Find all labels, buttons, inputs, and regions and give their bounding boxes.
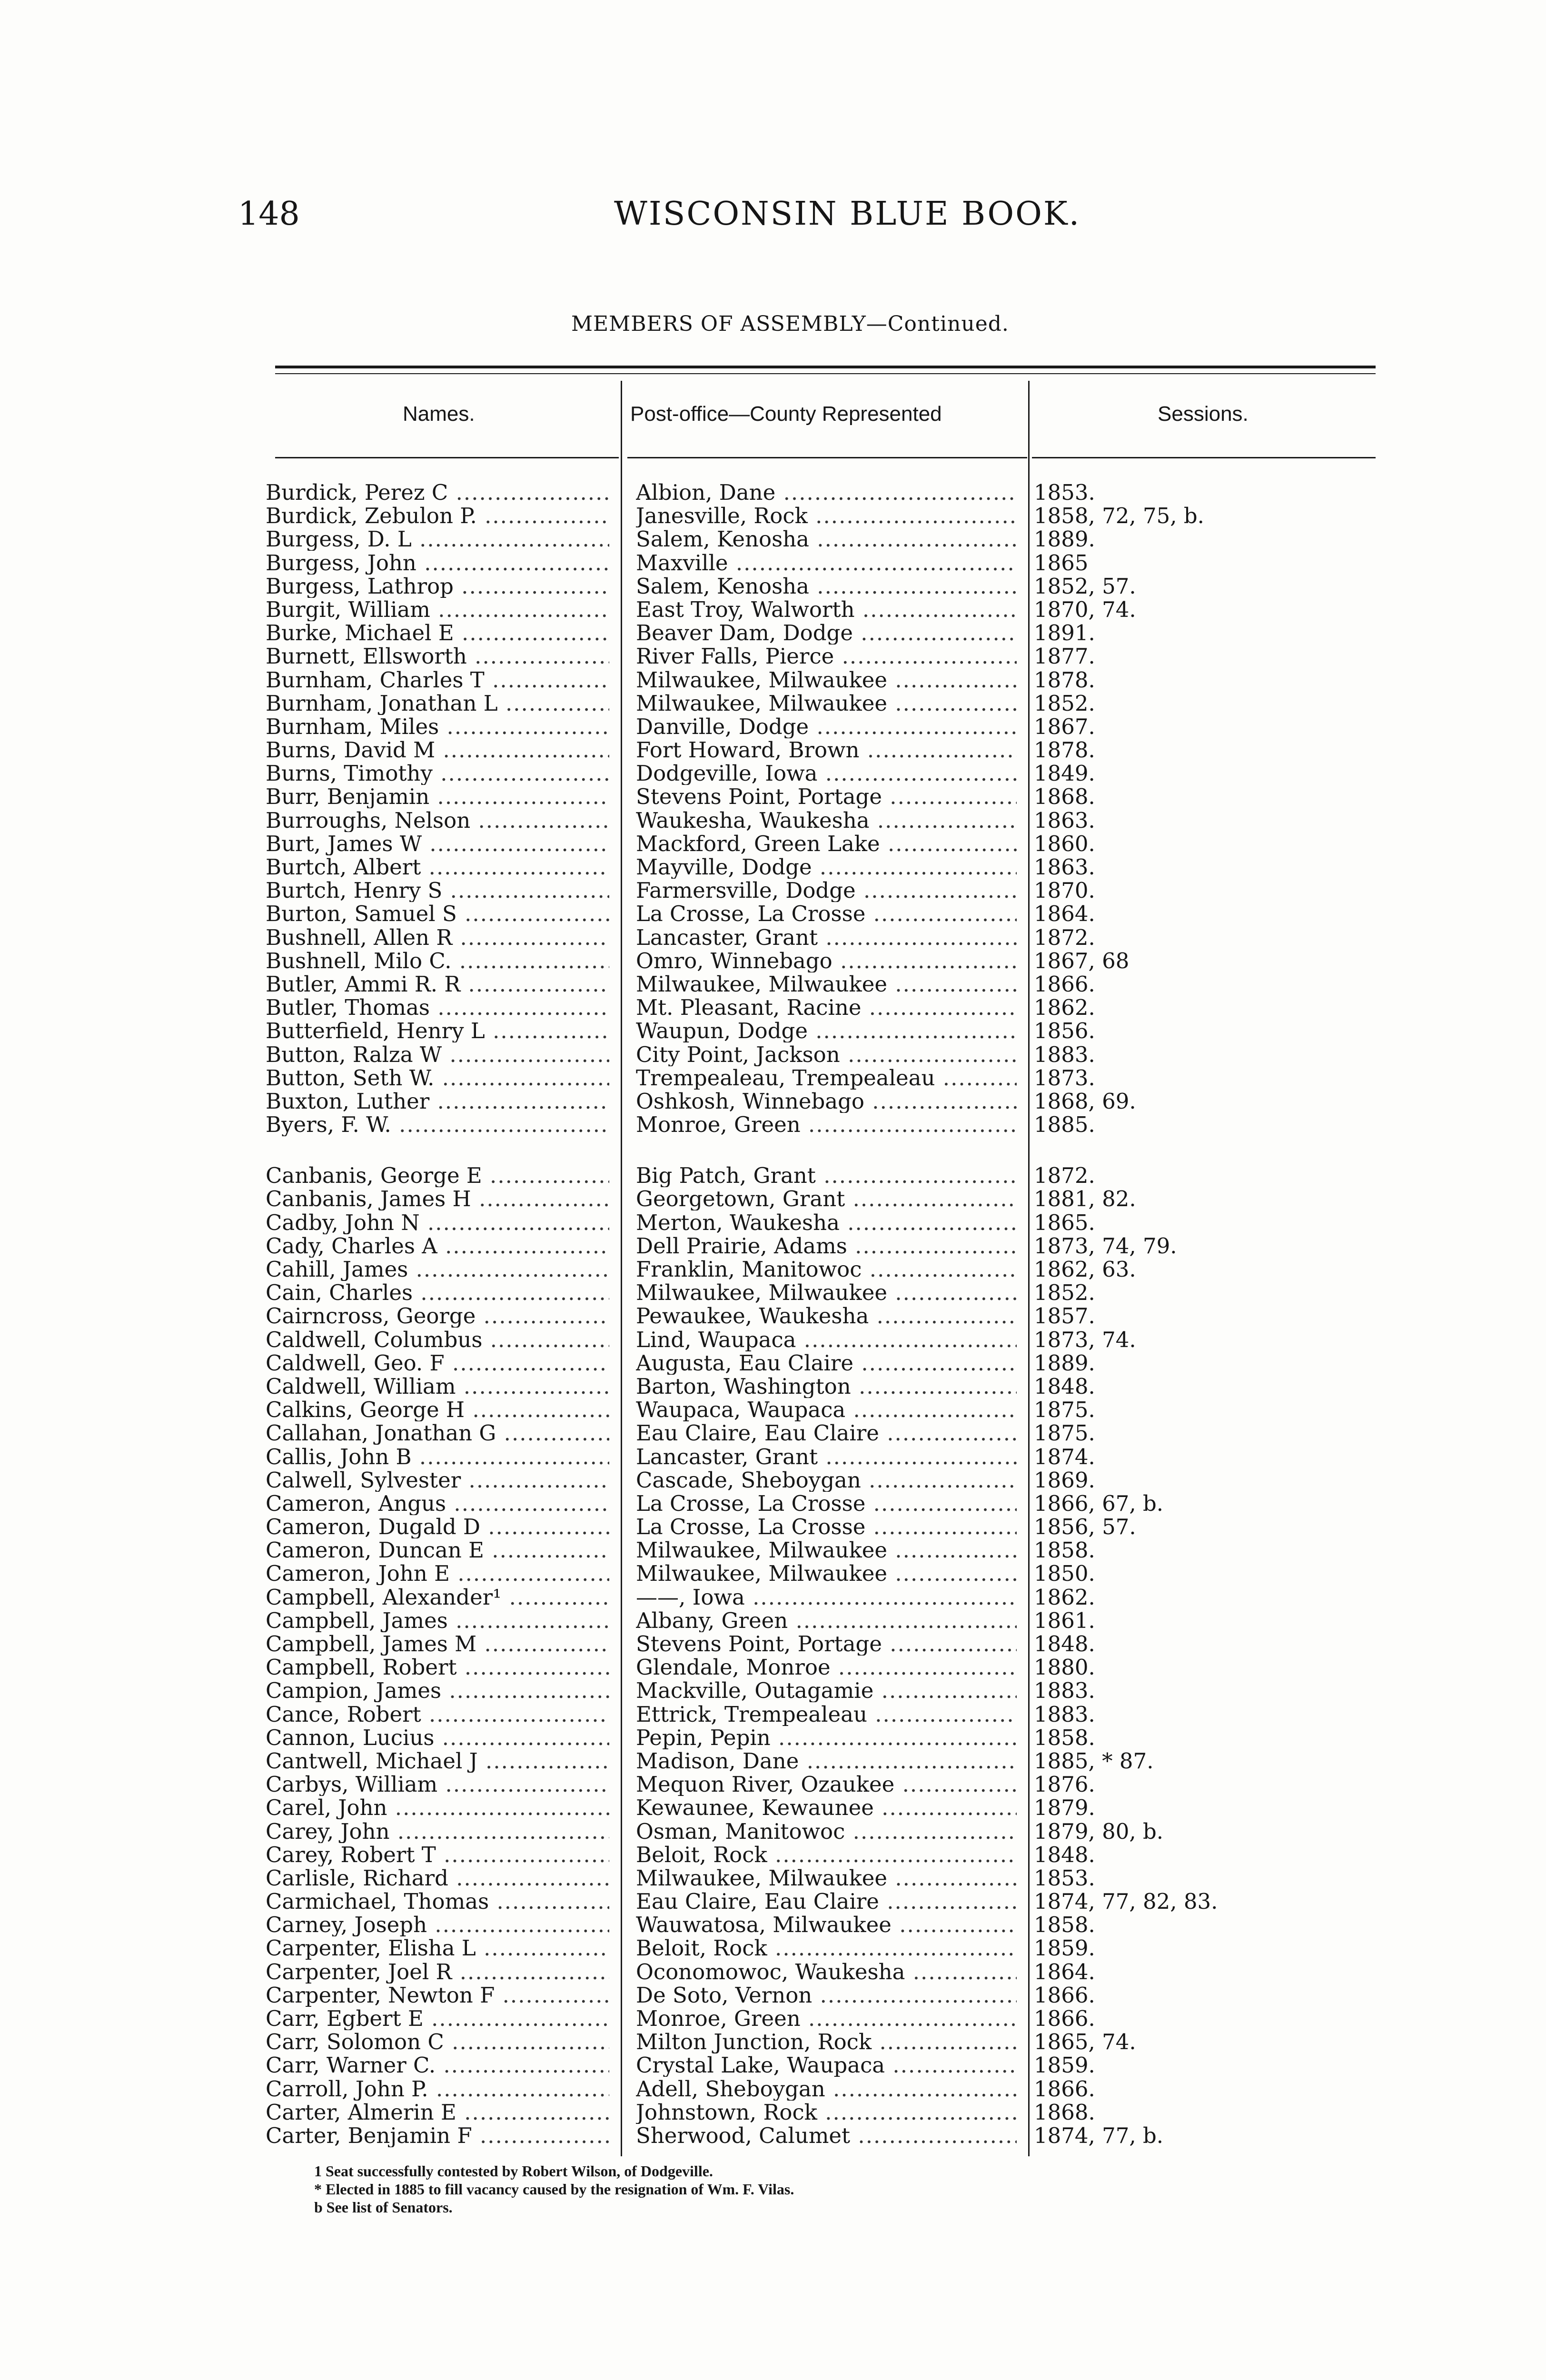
member-name: Canbanis, George E ..... xyxy=(266,1164,609,1187)
sessions: 1859. xyxy=(1034,1936,1095,1960)
sessions: 1867. xyxy=(1034,714,1095,738)
post-office: Albany, Green ..... xyxy=(636,1609,1017,1632)
sessions: 1864. xyxy=(1034,902,1095,926)
post-office: Franklin, Manitowoc ..... xyxy=(636,1258,1017,1281)
post-office: Mackville, Outagamie ..... xyxy=(636,1679,1017,1702)
member-name: Burke, Michael E ..... xyxy=(266,621,609,645)
post-office: Beloit, Rock ..... xyxy=(636,1843,1017,1866)
table-row xyxy=(0,621,1546,645)
sessions: 1883. xyxy=(1034,1679,1095,1703)
table-row xyxy=(0,1398,1546,1421)
table-row xyxy=(0,879,1546,902)
table-row xyxy=(0,1375,1546,1398)
table-row xyxy=(0,1562,1546,1585)
sessions: 1865, 74. xyxy=(1034,2030,1136,2054)
post-office: Eau Claire, Eau Claire ..... xyxy=(636,1421,1017,1445)
table-row xyxy=(0,1492,1546,1515)
post-office: La Crosse, La Crosse ..... xyxy=(636,902,1017,925)
member-name: Burnett, Ellsworth ..... xyxy=(266,645,609,668)
table-row xyxy=(0,668,1546,692)
member-name: Canbanis, James H ..... xyxy=(266,1187,609,1210)
table-row xyxy=(0,1773,1546,1796)
post-office: East Troy, Walworth ..... xyxy=(636,598,1017,621)
post-office: Osman, Manitowoc ..... xyxy=(636,1820,1017,1843)
sessions: 1870, 74. xyxy=(1034,597,1136,621)
member-name: Campbell, James ..... xyxy=(266,1609,609,1632)
footnote-b: b See list of Senators. xyxy=(314,2199,453,2216)
table-row xyxy=(0,1890,1546,1913)
post-office: Mt. Pleasant, Racine ..... xyxy=(636,996,1017,1019)
sessions: 1858. xyxy=(1034,1538,1095,1562)
sessions: 1860. xyxy=(1034,832,1095,855)
table-row xyxy=(0,972,1546,996)
member-name: Bushnell, Milo C. ..... xyxy=(266,949,609,972)
sessions: 1889. xyxy=(1034,1351,1095,1375)
post-office: La Crosse, La Crosse ..... xyxy=(636,1492,1017,1515)
table-row xyxy=(0,1187,1546,1210)
member-name: Burgess, D. L ..... xyxy=(266,527,609,551)
post-office: Johnstown, Rock ..... xyxy=(636,2101,1017,2124)
member-name: Bushnell, Allen R ..... xyxy=(266,926,609,949)
sessions: 1850. xyxy=(1034,1562,1095,1586)
column-header-post-office: Post-office—County Represented xyxy=(630,402,942,426)
sessions: 1862, 63. xyxy=(1034,1258,1136,1281)
sessions: 1878. xyxy=(1034,738,1095,762)
sessions: 1875. xyxy=(1034,1421,1095,1445)
member-name: Cameron, Duncan E ..... xyxy=(266,1538,609,1562)
sessions: 1867, 68 xyxy=(1034,949,1130,972)
post-office: Milwaukee, Milwaukee ..... xyxy=(636,1538,1017,1562)
sessions: 1889. xyxy=(1034,527,1095,551)
top-rule-thin xyxy=(275,373,1376,374)
table-row xyxy=(0,2101,1546,2124)
table-row xyxy=(0,575,1546,598)
sessions: 1876. xyxy=(1034,1773,1095,1796)
post-office: Madison, Dane ..... xyxy=(636,1749,1017,1773)
member-name: Burgit, William ..... xyxy=(266,598,609,621)
table-row xyxy=(0,1234,1546,1258)
sessions: 1873. xyxy=(1034,1066,1095,1090)
table-row xyxy=(0,1043,1546,1066)
table-row xyxy=(0,1656,1546,1679)
member-name: Cantwell, Michael J ..... xyxy=(266,1749,609,1773)
member-name: Caldwell, Columbus ..... xyxy=(266,1328,609,1351)
sessions: 1874. xyxy=(1034,1445,1095,1468)
post-office: Lancaster, Grant ..... xyxy=(636,1445,1017,1468)
post-office: Milwaukee, Milwaukee ..... xyxy=(636,692,1017,715)
sessions: 1879, 80, b. xyxy=(1034,1819,1164,1843)
sessions: 1865 xyxy=(1034,551,1089,575)
sessions: 1873, 74, 79. xyxy=(1034,1234,1177,1258)
post-office: Kewaunee, Kewaunee ..... xyxy=(636,1796,1017,1819)
table-row xyxy=(0,1211,1546,1234)
sessions: 1863. xyxy=(1034,808,1095,832)
sessions: 1848. xyxy=(1034,1843,1095,1866)
table-row xyxy=(0,1820,1546,1843)
sessions: 1866. xyxy=(1034,2077,1095,2101)
section-title: MEMBERS OF ASSEMBLY—Continued. xyxy=(571,312,1009,336)
post-office: Oshkosh, Winnebago ..... xyxy=(636,1090,1017,1113)
member-name: Cameron, John E ..... xyxy=(266,1562,609,1585)
table-row xyxy=(0,551,1546,575)
member-name: Carey, Robert T ..... xyxy=(266,1843,609,1866)
table-row xyxy=(0,902,1546,925)
member-name: Burdick, Perez C ..... xyxy=(266,481,609,504)
table-row xyxy=(0,504,1546,527)
post-office: Milwaukee, Milwaukee ..... xyxy=(636,668,1017,692)
table-row xyxy=(0,1090,1546,1113)
sessions: 1865. xyxy=(1034,1210,1095,1234)
post-office: Stevens Point, Portage ..... xyxy=(636,785,1017,808)
member-name: Cance, Robert ..... xyxy=(266,1703,609,1726)
post-office: Waupaca, Waupaca ..... xyxy=(636,1398,1017,1421)
member-name: Burroughs, Nelson ..... xyxy=(266,809,609,832)
sessions: 1858. xyxy=(1034,1726,1095,1749)
table-row xyxy=(0,1066,1546,1090)
post-office: Crystal Lake, Waupaca ..... xyxy=(636,2053,1017,2077)
member-name: Butterfield, Henry L ..... xyxy=(266,1019,609,1042)
sessions: 1875. xyxy=(1034,1398,1095,1422)
member-name: Burnham, Charles T ..... xyxy=(266,668,609,692)
post-office: Omro, Winnebago ..... xyxy=(636,949,1017,972)
sessions: 1885, * 87. xyxy=(1034,1749,1154,1773)
post-office: Milwaukee, Milwaukee ..... xyxy=(636,972,1017,996)
post-office: Lind, Waupaca ..... xyxy=(636,1328,1017,1351)
post-office: Milwaukee, Milwaukee ..... xyxy=(636,1866,1017,1890)
table-row xyxy=(0,855,1546,879)
post-office: Trempealeau, Trempealeau ..... xyxy=(636,1066,1017,1090)
sessions: 1874, 77, 82, 83. xyxy=(1034,1890,1218,1914)
table-row xyxy=(0,1632,1546,1656)
post-office: Maxville ..... xyxy=(636,551,1017,575)
table-row xyxy=(0,1538,1546,1562)
member-name: Carroll, John P. ..... xyxy=(266,2077,609,2101)
table-row xyxy=(0,2053,1546,2077)
post-office: Milwaukee, Milwaukee ..... xyxy=(636,1562,1017,1585)
member-name: Cain, Charles ..... xyxy=(266,1281,609,1304)
post-office: Janesville, Rock ..... xyxy=(636,504,1017,527)
member-name: Campion, James ..... xyxy=(266,1679,609,1702)
sessions: 1872. xyxy=(1034,1164,1095,1188)
table-row xyxy=(0,2030,1546,2053)
member-name: Burnham, Jonathan L ..... xyxy=(266,692,609,715)
table-row xyxy=(0,1164,1546,1187)
table-row xyxy=(0,1703,1546,1726)
post-office: Mackford, Green Lake ..... xyxy=(636,832,1017,855)
table-row xyxy=(0,949,1546,972)
sessions: 1861. xyxy=(1034,1608,1095,1632)
member-name: Buxton, Luther ..... xyxy=(266,1090,609,1113)
member-name: Butler, Ammi R. R ..... xyxy=(266,972,609,996)
table-row xyxy=(0,1796,1546,1819)
sessions: 1879. xyxy=(1034,1796,1095,1820)
member-name: Cahill, James ..... xyxy=(266,1258,609,1281)
table-row xyxy=(0,2077,1546,2101)
table-row xyxy=(0,809,1546,832)
sessions: 1863. xyxy=(1034,855,1095,879)
member-name: Burtch, Henry S ..... xyxy=(266,879,609,902)
sessions: 1857. xyxy=(1034,1304,1095,1328)
sessions: 1885. xyxy=(1034,1113,1095,1137)
sessions: 1852. xyxy=(1034,1281,1095,1305)
post-office: Fort Howard, Brown ..... xyxy=(636,738,1017,762)
sessions: 1848. xyxy=(1034,1374,1095,1398)
sessions: 1868. xyxy=(1034,785,1095,809)
post-office: Cascade, Sheboygan ..... xyxy=(636,1468,1017,1492)
post-office: Farmersville, Dodge ..... xyxy=(636,879,1017,902)
sessions: 1856, 57. xyxy=(1034,1515,1136,1539)
member-name: Burns, Timothy ..... xyxy=(266,762,609,785)
footnote-1: 1 Seat successfully contested by Robert Wilson, of Dodgeville. xyxy=(314,2162,713,2180)
table-row xyxy=(0,1679,1546,1702)
member-name: Campbell, Alexander¹ ..... xyxy=(266,1586,609,1609)
member-name: Cairncross, George ..... xyxy=(266,1304,609,1328)
post-office: Monroe, Green ..... xyxy=(636,1113,1017,1136)
member-name: Carlisle, Richard ..... xyxy=(266,1866,609,1890)
sessions: 1866. xyxy=(1034,2007,1095,2030)
table-row xyxy=(0,1936,1546,1960)
post-office: Milton Junction, Rock ..... xyxy=(636,2030,1017,2053)
table-row xyxy=(0,762,1546,785)
post-office: Mequon River, Ozaukee ..... xyxy=(636,1773,1017,1796)
post-office: Pepin, Pepin ..... xyxy=(636,1726,1017,1749)
sessions: 1866. xyxy=(1034,1983,1095,2007)
post-office: Salem, Kenosha ..... xyxy=(636,575,1017,598)
member-table xyxy=(0,481,1546,2147)
column-header-sessions: Sessions. xyxy=(1158,402,1249,426)
table-row xyxy=(0,832,1546,855)
sessions: 1852. xyxy=(1034,691,1095,715)
post-office: Barton, Washington ..... xyxy=(636,1375,1017,1398)
post-office: ——, Iowa ..... xyxy=(636,1586,1017,1609)
member-name: Burgess, John ..... xyxy=(266,551,609,575)
sessions: 1858. xyxy=(1034,1913,1095,1937)
post-office: Danville, Dodge ..... xyxy=(636,715,1017,738)
post-office: Albion, Dane ..... xyxy=(636,481,1017,504)
sessions: 1859. xyxy=(1034,2053,1095,2077)
table-row xyxy=(0,1866,1546,1890)
sessions: 1853. xyxy=(1034,1866,1095,1890)
table-row xyxy=(0,738,1546,762)
post-office: Waupun, Dodge ..... xyxy=(636,1019,1017,1042)
table-row xyxy=(0,996,1546,1019)
table-row xyxy=(0,1913,1546,1936)
sessions: 1878. xyxy=(1034,668,1095,692)
table-row xyxy=(0,1843,1546,1866)
post-office: Milwaukee, Milwaukee ..... xyxy=(636,1281,1017,1304)
book-title: WISCONSIN BLUE BOOK. xyxy=(614,195,1081,233)
sessions: 1883. xyxy=(1034,1702,1095,1726)
member-name: Burr, Benjamin ..... xyxy=(266,785,609,808)
member-name: Campbell, Robert ..... xyxy=(266,1656,609,1679)
table-row xyxy=(0,1258,1546,1281)
post-office: Glendale, Monroe ..... xyxy=(636,1656,1017,1679)
table-row xyxy=(0,527,1546,551)
sessions: 1869. xyxy=(1034,1468,1095,1492)
footnotes xyxy=(314,2162,794,2216)
member-name: Burdick, Zebulon P. ..... xyxy=(266,504,609,527)
sessions: 1870. xyxy=(1034,879,1095,902)
sessions: 1849. xyxy=(1034,762,1095,785)
table-row xyxy=(0,692,1546,715)
member-name: Carr, Warner C. ..... xyxy=(266,2053,609,2077)
table-row xyxy=(0,715,1546,738)
post-office: Monroe, Green ..... xyxy=(636,2007,1017,2030)
member-name: Cadby, John N ..... xyxy=(266,1211,609,1234)
post-office: Mayville, Dodge ..... xyxy=(636,855,1017,879)
table-row xyxy=(0,1113,1546,1136)
member-name: Burt, James W ..... xyxy=(266,832,609,855)
sessions: 1883. xyxy=(1034,1042,1095,1066)
sessions: 1880. xyxy=(1034,1656,1095,1679)
sessions: 1866, 67, b. xyxy=(1034,1491,1164,1515)
table-row xyxy=(0,1726,1546,1749)
member-name: Burns, David M ..... xyxy=(266,738,609,762)
header-rule-names xyxy=(275,457,619,458)
table-row xyxy=(0,645,1546,668)
table-row xyxy=(0,598,1546,621)
sessions: 1858, 72, 75, b. xyxy=(1034,504,1204,528)
header-rule-sessions xyxy=(1032,457,1376,458)
post-office: Salem, Kenosha ..... xyxy=(636,527,1017,551)
sessions: 1853. xyxy=(1034,481,1095,504)
member-name: Burgess, Lathrop ..... xyxy=(266,575,609,598)
member-name: Carr, Egbert E ..... xyxy=(266,2007,609,2030)
post-office: Lancaster, Grant ..... xyxy=(636,926,1017,949)
member-name: Butler, Thomas ..... xyxy=(266,996,609,1019)
table-row xyxy=(0,2007,1546,2030)
sessions: 1868. xyxy=(1034,2100,1095,2124)
sessions: 1848. xyxy=(1034,1632,1095,1656)
sessions: 1866. xyxy=(1034,972,1095,996)
member-name: Carr, Solomon C ..... xyxy=(266,2030,609,2053)
table-row xyxy=(0,1445,1546,1468)
post-office: City Point, Jackson ..... xyxy=(636,1043,1017,1066)
table-row xyxy=(0,1960,1546,1983)
post-office: River Falls, Pierce ..... xyxy=(636,645,1017,668)
table-row xyxy=(0,1515,1546,1538)
post-office: Pewaukee, Waukesha ..... xyxy=(636,1304,1017,1328)
member-name: Carpenter, Elisha L ..... xyxy=(266,1936,609,1960)
member-name: Button, Seth W. ..... xyxy=(266,1066,609,1090)
table-row xyxy=(0,926,1546,949)
member-name: Callis, John B ..... xyxy=(266,1445,609,1468)
post-office: Beaver Dam, Dodge ..... xyxy=(636,621,1017,645)
post-office: Beloit, Rock ..... xyxy=(636,1936,1017,1960)
table-row xyxy=(0,785,1546,808)
post-office: Merton, Waukesha ..... xyxy=(636,1211,1017,1234)
member-name: Campbell, James M ..... xyxy=(266,1632,609,1656)
table-row xyxy=(0,1586,1546,1609)
table-row xyxy=(0,1421,1546,1445)
sessions: 1891. xyxy=(1034,621,1095,645)
member-name: Carpenter, Joel R ..... xyxy=(266,1960,609,1983)
post-office: Dell Prairie, Adams ..... xyxy=(636,1234,1017,1258)
member-name: Cameron, Angus ..... xyxy=(266,1492,609,1515)
member-name: Carmichael, Thomas ..... xyxy=(266,1890,609,1913)
member-name: Cannon, Lucius ..... xyxy=(266,1726,609,1749)
sessions: 1877. xyxy=(1034,645,1095,668)
post-office: Sherwood, Calumet ..... xyxy=(636,2124,1017,2147)
post-office: De Soto, Vernon ..... xyxy=(636,1983,1017,2007)
table-row xyxy=(0,1468,1546,1492)
table-row xyxy=(0,1019,1546,1042)
footnote-star: * Elected in 1885 to fill vacancy caused by the resignation of Wm. F. Vilas. xyxy=(314,2181,794,2198)
sessions: 1862. xyxy=(1034,996,1095,1020)
post-office: Adell, Sheboygan ..... xyxy=(636,2077,1017,2101)
table-row xyxy=(0,1749,1546,1773)
sessions: 1872. xyxy=(1034,925,1095,949)
member-name: Button, Ralza W ..... xyxy=(266,1043,609,1066)
member-name: Calkins, George H ..... xyxy=(266,1398,609,1421)
post-office: Georgetown, Grant ..... xyxy=(636,1187,1017,1210)
table-row xyxy=(0,1609,1546,1632)
post-office: Augusta, Eau Claire ..... xyxy=(636,1351,1017,1375)
member-name: Cameron, Dugald D ..... xyxy=(266,1515,609,1538)
member-name: Byers, F. W. ..... xyxy=(266,1113,609,1136)
page-number: 148 xyxy=(238,195,300,233)
member-name: Calwell, Sylvester ..... xyxy=(266,1468,609,1492)
member-name: Carney, Joseph ..... xyxy=(266,1913,609,1936)
post-office: Stevens Point, Portage ..... xyxy=(636,1632,1017,1656)
post-office: La Crosse, La Crosse ..... xyxy=(636,1515,1017,1538)
post-office: Oconomowoc, Waukesha ..... xyxy=(636,1960,1017,1983)
sessions: 1852, 57. xyxy=(1034,574,1136,598)
top-rule-thick xyxy=(275,366,1376,368)
member-name: Carel, John ..... xyxy=(266,1796,609,1819)
sessions: 1873, 74. xyxy=(1034,1328,1136,1351)
post-office: Dodgeville, Iowa ..... xyxy=(636,762,1017,785)
table-row xyxy=(0,1351,1546,1375)
member-name: Carpenter, Newton F ..... xyxy=(266,1983,609,2007)
member-name: Carter, Almerin E ..... xyxy=(266,2101,609,2124)
post-office: Big Patch, Grant ..... xyxy=(636,1164,1017,1187)
table-row xyxy=(0,1281,1546,1304)
post-office: Ettrick, Trempealeau ..... xyxy=(636,1703,1017,1726)
member-name: Carey, John ..... xyxy=(266,1820,609,1843)
member-name: Carter, Benjamin F ..... xyxy=(266,2124,609,2147)
group-spacer xyxy=(0,1136,1546,1164)
member-name: Burtch, Albert ..... xyxy=(266,855,609,879)
post-office: Waukesha, Waukesha ..... xyxy=(636,809,1017,832)
header-rule-post xyxy=(627,457,1027,458)
member-name: Caldwell, Geo. F ..... xyxy=(266,1351,609,1375)
post-office: Wauwatosa, Milwaukee ..... xyxy=(636,1913,1017,1936)
member-name: Burton, Samuel S ..... xyxy=(266,902,609,925)
table-row xyxy=(0,2124,1546,2147)
sessions: 1862. xyxy=(1034,1585,1095,1609)
member-name: Caldwell, William ..... xyxy=(266,1375,609,1398)
member-name: Callahan, Jonathan G ..... xyxy=(266,1421,609,1445)
table-row xyxy=(0,1304,1546,1328)
sessions: 1856. xyxy=(1034,1019,1095,1043)
member-name: Cady, Charles A ..... xyxy=(266,1234,609,1258)
member-name: Carbys, William ..... xyxy=(266,1773,609,1796)
sessions: 1881, 82. xyxy=(1034,1187,1136,1211)
sessions: 1874, 77, b. xyxy=(1034,2123,1164,2147)
table-row xyxy=(0,1983,1546,2007)
table-row xyxy=(0,481,1546,504)
sessions: 1868, 69. xyxy=(1034,1089,1136,1113)
member-name: Burnham, Miles ..... xyxy=(266,715,609,738)
table-row xyxy=(0,1328,1546,1351)
column-header-names: Names. xyxy=(403,402,475,426)
post-office: Eau Claire, Eau Claire ..... xyxy=(636,1890,1017,1913)
sessions: 1864. xyxy=(1034,1960,1095,1983)
